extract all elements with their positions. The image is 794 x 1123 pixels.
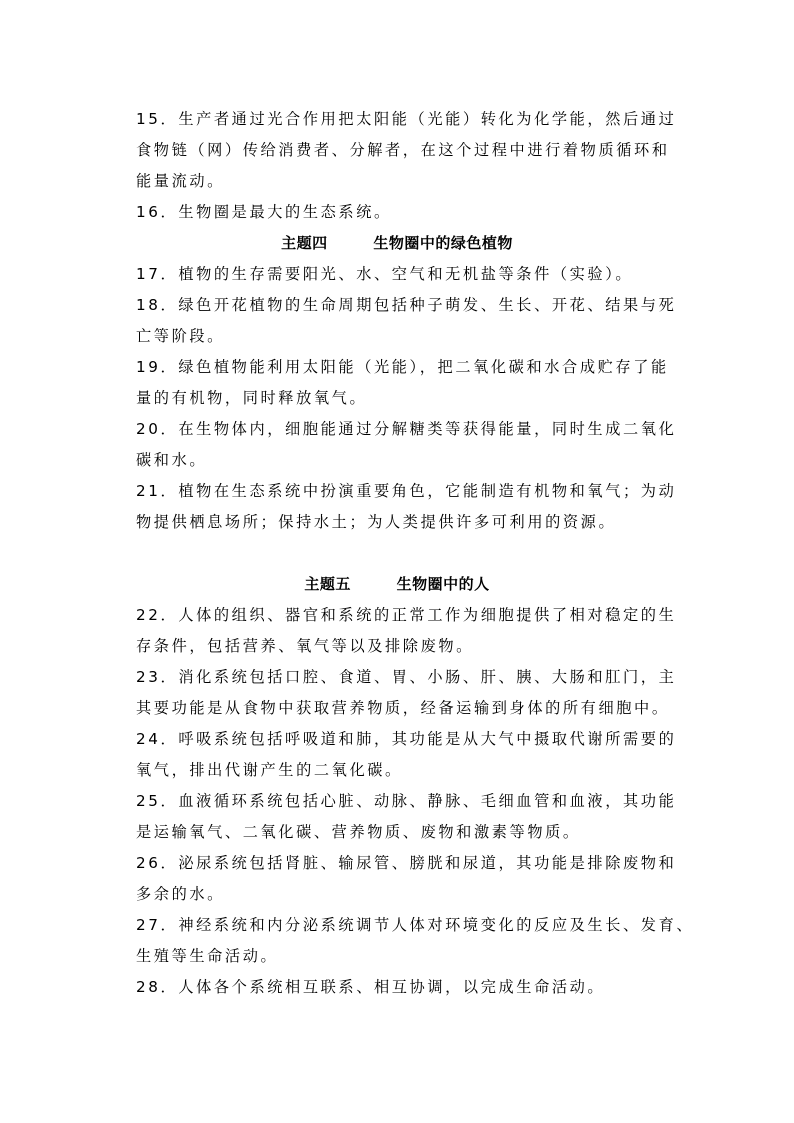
item-text-line: 物提供栖息场所；保持水土；为人类提供许多可利用的资源。 <box>136 513 617 531</box>
section-heading-theme4: 主题四 生物圈中的绿色植物 <box>281 234 513 252</box>
item-text-line: 15．生产者通过光合作用把太阳能（光能）转化为化学能，然后通过 <box>136 110 677 128</box>
item-text-line: 生殖等生命活动。 <box>136 947 279 965</box>
item-text-line: 食物链（网）传给消费者、分解者，在这个过程中进行着物质循环和 <box>136 141 670 159</box>
item-text-line: 量的有机物，同时释放氧气。 <box>136 389 368 407</box>
section-heading-theme5: 主题五 生物圈中的人 <box>304 575 490 593</box>
section-spacer <box>136 538 658 569</box>
item-text-line: 能量流动。 <box>136 172 225 190</box>
item-24 <box>136 724 677 786</box>
item-text-line: 亡等阶段。 <box>136 327 225 345</box>
item-21 <box>136 476 677 538</box>
item-text-line: 19．绿色植物能利用太阳能（光能），把二氧化碳和水合成贮存了能 <box>136 358 669 376</box>
item-22 <box>136 600 677 662</box>
item-text-line: 17．植物的生存需要阳光、水、空气和无机盐等条件（实验）。 <box>136 265 634 283</box>
item-27 <box>136 910 695 972</box>
item-17 <box>136 259 658 290</box>
item-23 <box>136 662 677 724</box>
item-text-line: 24．呼吸系统包括呼吸道和肺，其功能是从大气中摄取代谢所需要的 <box>136 730 677 748</box>
item-15 <box>136 104 677 197</box>
item-text-line: 25．血液循环系统包括心脏、动脉、静脉、毛细血管和血液，其功能 <box>136 792 677 810</box>
item-26 <box>136 848 677 910</box>
item-text-line: 多余的水。 <box>136 885 225 903</box>
item-text-line: 28．人体各个系统相互联系、相互协调，以完成生命活动。 <box>136 978 606 996</box>
item-20 <box>136 414 677 476</box>
item-text-line: 其要功能是从食物中获取营养物质，经备运输到身体的所有细胞中。 <box>136 699 670 717</box>
item-text-line: 是运输氧气、二氧化碳、营养物质、废物和激素等物质。 <box>136 823 581 841</box>
item-text-line: 22．人体的组织、器官和系统的正常工作为细胞提供了相对稳定的生 <box>136 606 677 624</box>
item-text-line: 23．消化系统包括口腔、食道、胃、小肠、肝、胰、大肠和肛门，主 <box>136 668 677 686</box>
item-28 <box>136 972 658 1003</box>
item-text-line: 27．神经系统和内分泌系统调节人体对环境变化的反应及生长、发育、 <box>136 916 695 934</box>
item-19 <box>136 352 669 414</box>
item-text-line: 氧气，排出代谢产生的二氧化碳。 <box>136 761 403 779</box>
item-text-line: 碳和水。 <box>136 451 208 469</box>
document-body <box>136 104 695 1003</box>
item-text-line: 26．泌尿系统包括肾脏、输尿管、膀胱和尿道，其功能是排除废物和 <box>136 854 677 872</box>
item-16 <box>136 197 658 228</box>
item-text-line: 20．在生物体内，细胞能通过分解糖类等获得能量，同时生成二氧化 <box>136 420 677 438</box>
item-text-line: 存条件，包括营养、氧气等以及排除废物。 <box>136 637 474 655</box>
item-text-line: 18．绿色开花植物的生命周期包括种子萌发、生长、开花、结果与死 <box>136 296 677 314</box>
item-text-line: 21．植物在生态系统中扮演重要角色，它能制造有机物和氧气；为动 <box>136 482 677 500</box>
item-18 <box>136 290 677 352</box>
item-25 <box>136 786 677 848</box>
item-text-line: 16．生物圈是最大的生态系统。 <box>136 203 392 221</box>
